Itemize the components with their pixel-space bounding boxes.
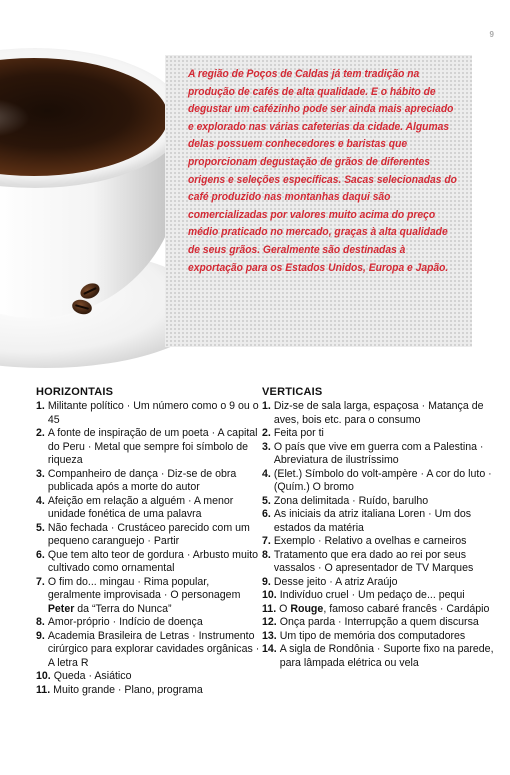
clue-number: 7.	[36, 575, 45, 588]
clue-text-part: O	[279, 602, 291, 615]
clue-item	[262, 630, 497, 644]
clue-item	[262, 535, 497, 549]
clue-text-bold: Rouge	[290, 602, 324, 615]
clue-text: Militante político · Um número como o 9 ou o 45	[47, 400, 259, 426]
clue-item	[262, 603, 497, 617]
clue-item	[36, 427, 261, 468]
clue-number: 3.	[36, 467, 45, 480]
clue-text: Onça parda · Interrupção a quem discursa	[279, 616, 479, 628]
clue-text: Um tipo de memória dos computadores	[279, 629, 466, 642]
clue-number: 4.	[262, 467, 271, 480]
clue-item	[262, 508, 497, 535]
clue-text: A fonte de inspiração de um poeta · A capital do Peru · Metal que sempre foi símbolo de riqueza	[47, 427, 258, 466]
clue-number: 2.	[36, 427, 45, 439]
clue-number: 1.	[36, 400, 45, 412]
crema-highlight	[0, 98, 30, 138]
clue-item	[262, 427, 497, 441]
clue-text	[48, 576, 261, 617]
clue-item	[36, 576, 261, 617]
clue-number: 10.	[36, 670, 51, 682]
clue-text: Muito grande · Plano, programa	[53, 683, 203, 696]
clue-text: As iniciais da atriz italiana Loren · Um dos estados da matéria	[273, 508, 472, 534]
horizontais-title: HORIZONTAIS	[36, 386, 114, 398]
clue-text	[279, 603, 497, 617]
clue-item	[262, 576, 497, 590]
clue-item	[36, 616, 261, 630]
clue-text: Desse jeito · A atriz Araújo	[273, 575, 398, 588]
clue-text-bold: Peter	[47, 602, 75, 615]
clue-item	[36, 495, 261, 522]
verticais-list	[262, 400, 497, 670]
clue-text: Que tem alto teor de gordura · Arbusto muito cultivado como ornamental	[47, 548, 259, 574]
clue-item	[262, 549, 497, 576]
clue-number: 3.	[262, 440, 271, 453]
intro-text: A região de Poços de Caldas já tem tradição na produção de cafés de alta qualidade. E o hábito de degustar um cafézinho pode ser ainda mais apreciado e explorado nas várias cafeterias da cidade. Algumas delas possuem conhecedores e baristas que proporcionam degustação de grãos de diferentes origens e seleções específicas. Sacas selecionadas do café produzido nas montanhas daqui são comercializadas por valores muito acima do preço médio praticado no mercado, graças à alta qualidade de seus grãos. Geralmente são destinadas à exportação para os Estados Unidos, Europa e Japão.	[188, 68, 457, 274]
clue-number: 9.	[36, 629, 45, 642]
clue-item	[36, 549, 261, 576]
clue-item	[36, 522, 261, 549]
clue-text: Indivíduo cruel · Um pedaço de... pequi	[279, 589, 465, 601]
clue-text: Queda · Asiático	[53, 670, 132, 682]
clue-number: 6.	[262, 508, 271, 520]
clue-number: 5.	[262, 494, 271, 507]
clue-number: 8.	[36, 616, 45, 628]
clue-text: (Elet.) Símbolo do volt-ampère · A cor do luto · (Quím.) O bromo	[273, 467, 492, 493]
verticais-column	[262, 386, 497, 670]
clue-text: Tratamento que era dado ao rei por seus vassalos · O apresentador de TV Marques	[273, 548, 474, 574]
clue-number: 14.	[262, 643, 277, 655]
clue-number: 7.	[262, 535, 271, 547]
clue-item	[36, 684, 261, 698]
clue-item	[262, 643, 497, 670]
clue-number: 1.	[262, 400, 271, 412]
clue-number: 4.	[36, 494, 45, 507]
clue-item	[36, 630, 261, 671]
clue-item	[36, 400, 261, 427]
clue-text: Exemplo · Relativo a ovelhas e carneiros	[273, 535, 467, 547]
clue-item	[262, 400, 497, 427]
clue-text: Zona delimitada · Ruído, barulho	[273, 494, 429, 507]
clue-text: Feita por ti	[273, 427, 324, 439]
clue-text-part: da “Terra do Nunca”	[74, 602, 172, 615]
clue-item	[262, 589, 497, 603]
clue-text-part: O fim do... mingau · Rima popular, geralmente improvisada · O personagem	[47, 575, 241, 601]
horizontais-list	[36, 400, 261, 697]
clue-number: 5.	[36, 521, 45, 534]
clue-number: 11.	[36, 683, 51, 696]
clue-text: Amor-próprio · Indício de doença	[47, 616, 203, 628]
clue-number: 6.	[36, 548, 45, 561]
clue-text: Diz-se de sala larga, espaçosa · Matança de aves, bois etc. para o consumo	[273, 400, 484, 426]
clue-text: A sigla de Rondônia · Suporte fixo na parede, para lâmpada elétrica ou vela	[279, 643, 494, 669]
clue-text: Academia Brasileira de Letras · Instrumento cirúrgico para explorar cavidades orgânicas · A letra R	[47, 629, 260, 669]
clue-item	[262, 495, 497, 509]
clue-number: 12.	[262, 616, 277, 628]
clue-text-part: , famoso cabaré francês · Cardápio	[323, 602, 490, 615]
clue-text: Não fechada · Crustáceo parecido com um pequeno caranguejo · Partir	[47, 521, 250, 547]
clue-number: 10.	[262, 589, 277, 601]
clue-number: 9.	[262, 575, 271, 588]
clue-item	[262, 468, 497, 495]
clue-text: Companheiro de dança · Diz-se de obra publicada após a morte do autor	[47, 467, 237, 493]
clue-item	[36, 670, 261, 684]
coffee-cup-image	[0, 38, 190, 368]
clue-number: 13.	[262, 629, 277, 642]
clue-number: 2.	[262, 427, 271, 439]
clue-number: 8.	[262, 548, 271, 561]
clue-number: 11.	[262, 602, 277, 615]
page-number: 9	[489, 30, 494, 39]
horizontais-column	[36, 386, 261, 697]
clue-text: O país que vive em guerra com a Palestina · Abreviatura de ilustríssimo	[273, 440, 484, 466]
clue-item	[36, 468, 261, 495]
clue-item	[262, 441, 497, 468]
verticais-title: VERTICAIS	[262, 386, 323, 398]
clue-item	[262, 616, 497, 630]
clue-text: Afeição em relação a alguém · A menor unidade fonética de uma palavra	[47, 494, 234, 520]
